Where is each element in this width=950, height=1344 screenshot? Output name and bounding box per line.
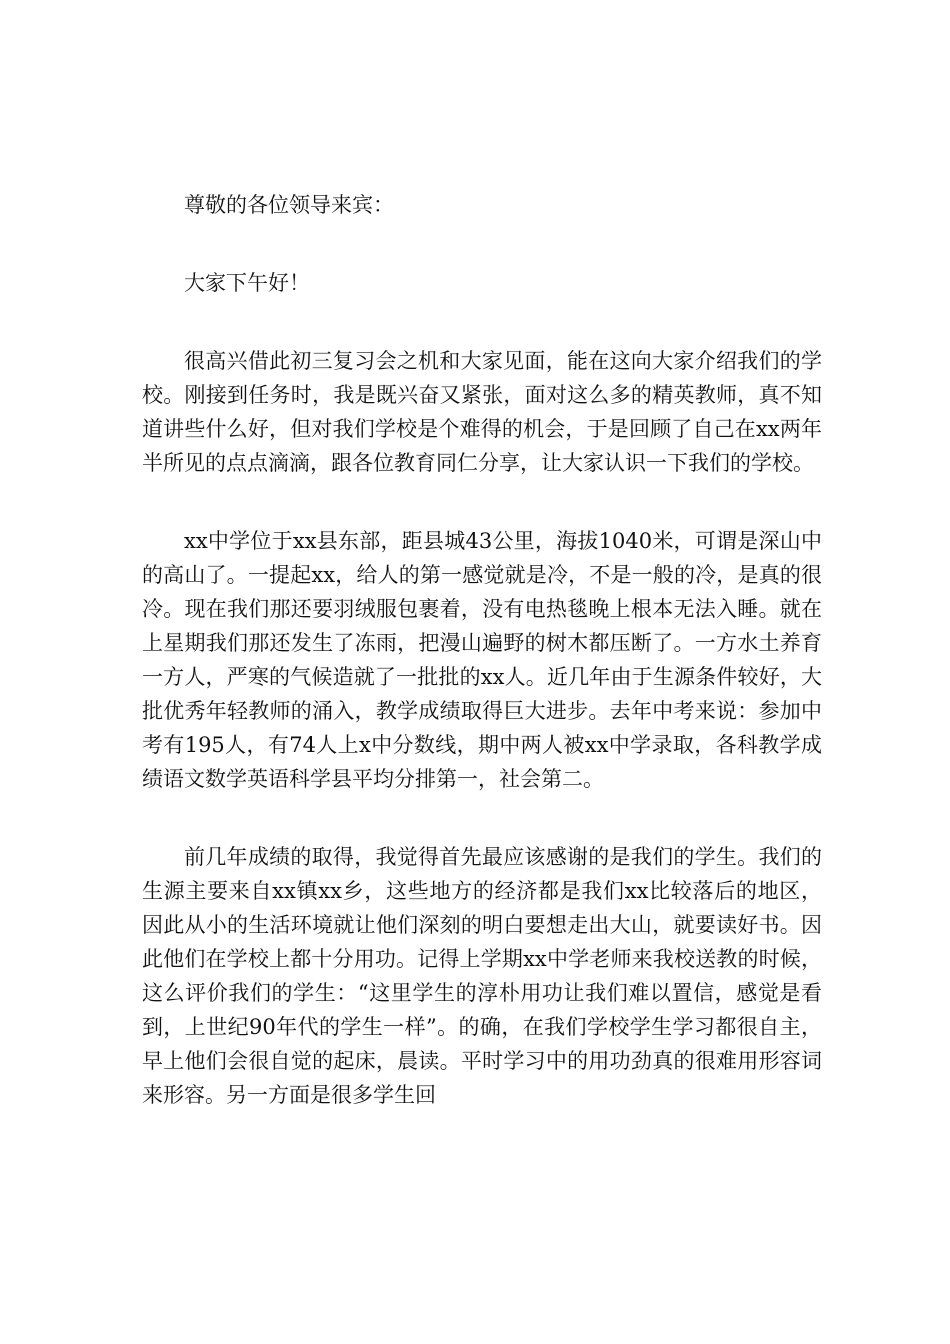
paragraph-intro: 很高兴借此初三复习会之机和大家见面，能在这向大家介绍我们的学校。刚接到任务时，我是既兴奋又紧张，面对这么多的精英教师，真不知道讲些什么好，但对我们学校是个难得的机会，于是回顾了自己在xx两年半所见的点点滴滴，跟各位教育同仁分享，让大家认识一下我们的学校。: [142, 349, 822, 475]
salutation: 尊敬的各位领导来宾：: [184, 193, 394, 217]
document-body: [142, 188, 822, 1112]
greeting: 大家下午好！: [184, 271, 310, 295]
paragraph-school-overview: xx中学位于xx县东部，距县城43公里，海拔1040米，可谓是深山中的高山了。一提起xx，给人的第一感觉就是冷，不是一般的冷，是真的很冷。现在我们那还要羽绒服包裹着，没有电热毯晚上根本无法入睡。就在上星期我们那还发生了冻雨，把漫山遍野的树木都压断了。一方水土养育一方人，严寒的气候造就了一批批的xx人。近几年由于生源条件较好，大批优秀年轻教师的涌入，教学成绩取得巨大进步。去年中考来说：参加中考有195人，有74人上x中分数线，期中两人被xx中学录取，各科教学成绩语文数学英语科学县平均分排第一，社会第二。: [142, 529, 822, 791]
paragraph-students: 前几年成绩的取得，我觉得首先最应该感谢的是我们的学生。我们的生源主要来自xx镇xx乡，这些地方的经济都是我们xx比较落后的地区，因此从小的生活环境就让他们深刻的明白要想走出大山，就要读好书。因此他们在学校上都十分用功。记得上学期xx中学老师来我校送教的时候，这么评价我们的学生：“这里学生的淳朴用功让我们难以置信，感觉是看到，上世纪90年代的学生一样”。的确，在我们学校学生学习都很自主，早上他们会很自觉的起床，晨读。平时学习中的用功劲真的很难用形容词来形容。另一方面是很多学生回: [142, 845, 822, 1107]
